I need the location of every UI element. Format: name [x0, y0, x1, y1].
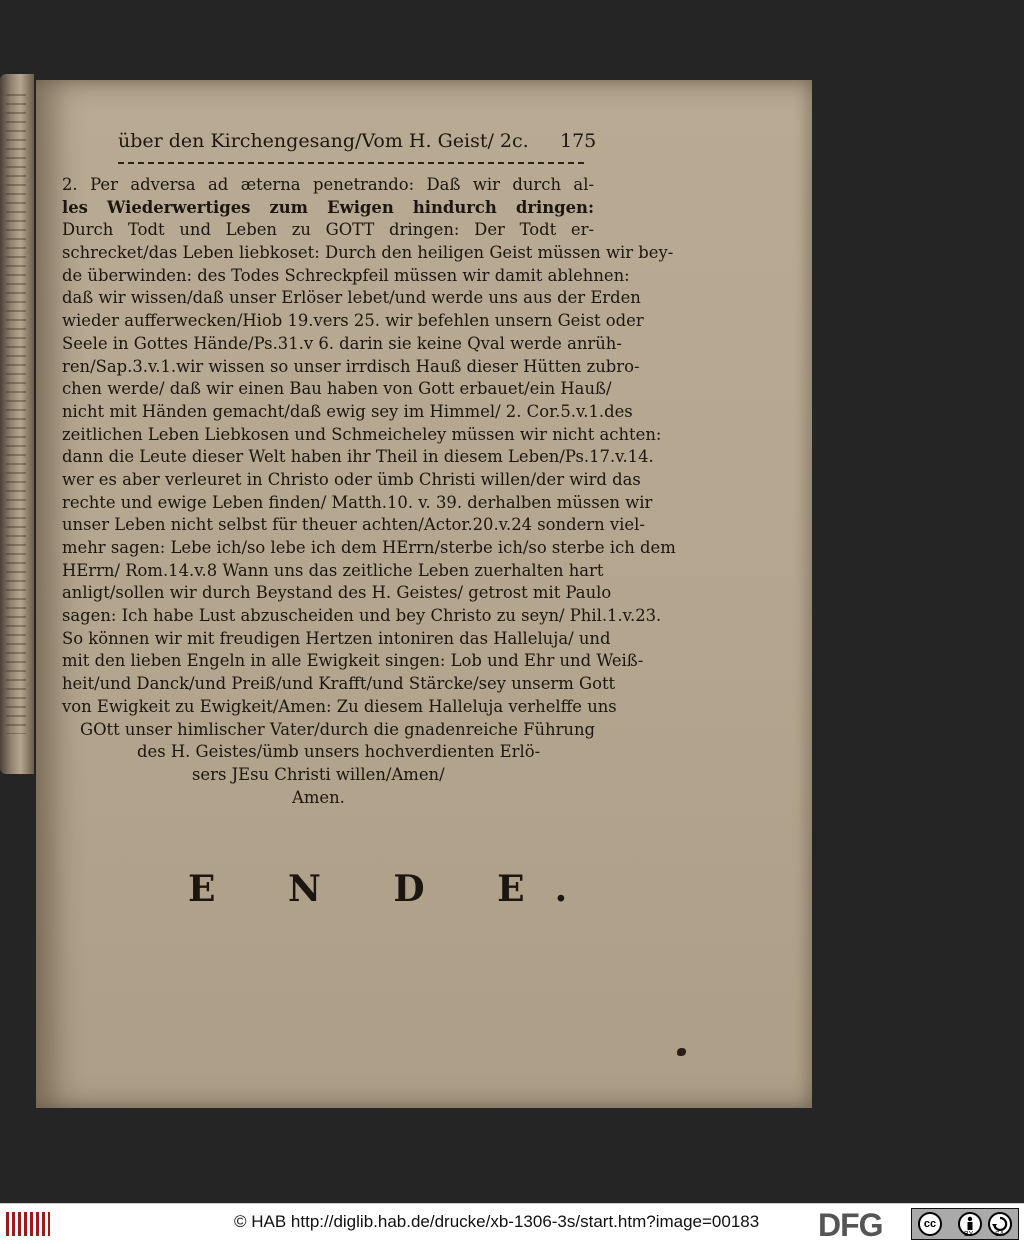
running-head-title: über den Kirchengesang/Vom H. Geist/ 2c.	[118, 130, 529, 152]
text-line: ren/Sap.3.v.1.wir wissen so unser irrdisch Hauß dieser Hütten zubro-	[62, 356, 640, 376]
text-line: wieder aufferwecken/Hiob 19.vers 25. wir befehlen unsern Geist oder	[62, 311, 644, 331]
text-line: HErrn/ Rom.14.v.8 Wann uns das zeitliche Leben zuerhalten hart	[62, 560, 604, 580]
text-line: des H. Geistes/ümb unsers hochverdienten Erlö-	[137, 742, 541, 762]
text-line: Amen.	[292, 787, 345, 807]
text-line: So können wir mit freudigen Hertzen intoniren das Halleluja/ und	[62, 628, 611, 648]
footer-bar	[0, 1203, 1024, 1244]
license-sa-label: SA	[995, 1231, 1005, 1238]
ink-mark	[677, 1048, 686, 1056]
text-line: de überwinden: des Todes Schreckpfeil müssen wir damit ablehnen:	[62, 265, 630, 285]
text-line: zeitlichen Leben Liebkosen und Schmeicheley müssen wir nicht achten:	[62, 424, 662, 444]
body-text	[62, 174, 676, 809]
text-line: wer es aber verleuret in Christo oder ümb Christi willen/der wird das	[62, 469, 641, 489]
cc-license-badge[interactable]	[911, 1208, 1019, 1240]
credit-link[interactable]: © HAB http://diglib.hab.de/drucke/xb-1306-3s/start.htm?image=00183	[234, 1212, 760, 1231]
text-line: unser Leben nicht selbst für theuer achten/Actor.20.v.24 sondern viel-	[62, 515, 645, 535]
text-line: anligt/sollen wir durch Beystand des H. Geistes/ getrost mit Paulo	[62, 583, 612, 603]
text-line: Seele in Gottes Hände/Ps.31.v 6. darin sie keine Qval werde anrüh-	[62, 333, 622, 353]
text-line: mit den lieben Engeln in alle Ewigkeit singen: Lob und Ehr und Weiß-	[62, 651, 644, 671]
cc-icon: cc	[918, 1212, 942, 1236]
text-line: chen werde/ daß wir einen Bau haben von Gott erbauet/ein Hauß/	[62, 379, 612, 399]
text-line: schrecket/das Leben liebkoset: Durch den heiligen Geist müssen wir bey-	[62, 243, 674, 263]
closing-ende: E N D E.	[188, 868, 598, 910]
hab-logo	[6, 1212, 50, 1236]
license-by-label: BY	[964, 1231, 974, 1238]
text-line: sagen: Ich habe Lust abzuscheiden und bey Christo zu seyn/ Phil.1.v.23.	[62, 606, 662, 626]
dfg-logo: DFG	[818, 1207, 883, 1243]
running-head-rule	[118, 162, 584, 164]
text-line: rechte und ewige Leben finden/ Matth.10. v. 39. derhalben müssen wir	[62, 492, 653, 512]
text-line: sers JEsu Christi willen/Amen/	[192, 764, 445, 784]
text-line: daß wir wissen/daß unser Erlöser lebet/und werde uns aus der Erden	[62, 288, 641, 308]
text-line: dann die Leute dieser Welt haben ihr Theil in diesem Leben/Ps.17.v.14.	[62, 447, 654, 467]
text-line: 2. Per adversa ad æterna penetrando: Daß wir durch al-	[62, 175, 594, 194]
left-page-edge	[0, 74, 34, 774]
running-head	[118, 128, 597, 164]
text-line: GOtt unser himlischer Vater/durch die gnadenreiche Führung	[80, 719, 596, 739]
text-line: nicht mit Händen gemacht/daß ewig sey im Himmel/ 2. Cor.5.v.1.des	[62, 401, 633, 421]
text-line: heit/und Danck/und Preiß/und Krafft/und Stärcke/sey unserm Gott	[62, 674, 616, 694]
text-line: les Wiederwertiges zum Ewigen hindurch dringen:	[62, 197, 594, 217]
page-number: 175	[560, 130, 597, 152]
text-line: mehr sagen: Lebe ich/so lebe ich dem HErrn/sterbe ich/so sterbe ich dem	[62, 538, 676, 557]
text-line: von Ewigkeit zu Ewigkeit/Amen: Zu diesem Halleluja verhelffe uns	[62, 696, 617, 716]
text-line: Durch Todt und Leben zu GOTT dringen: Der Todt er-	[62, 220, 594, 240]
